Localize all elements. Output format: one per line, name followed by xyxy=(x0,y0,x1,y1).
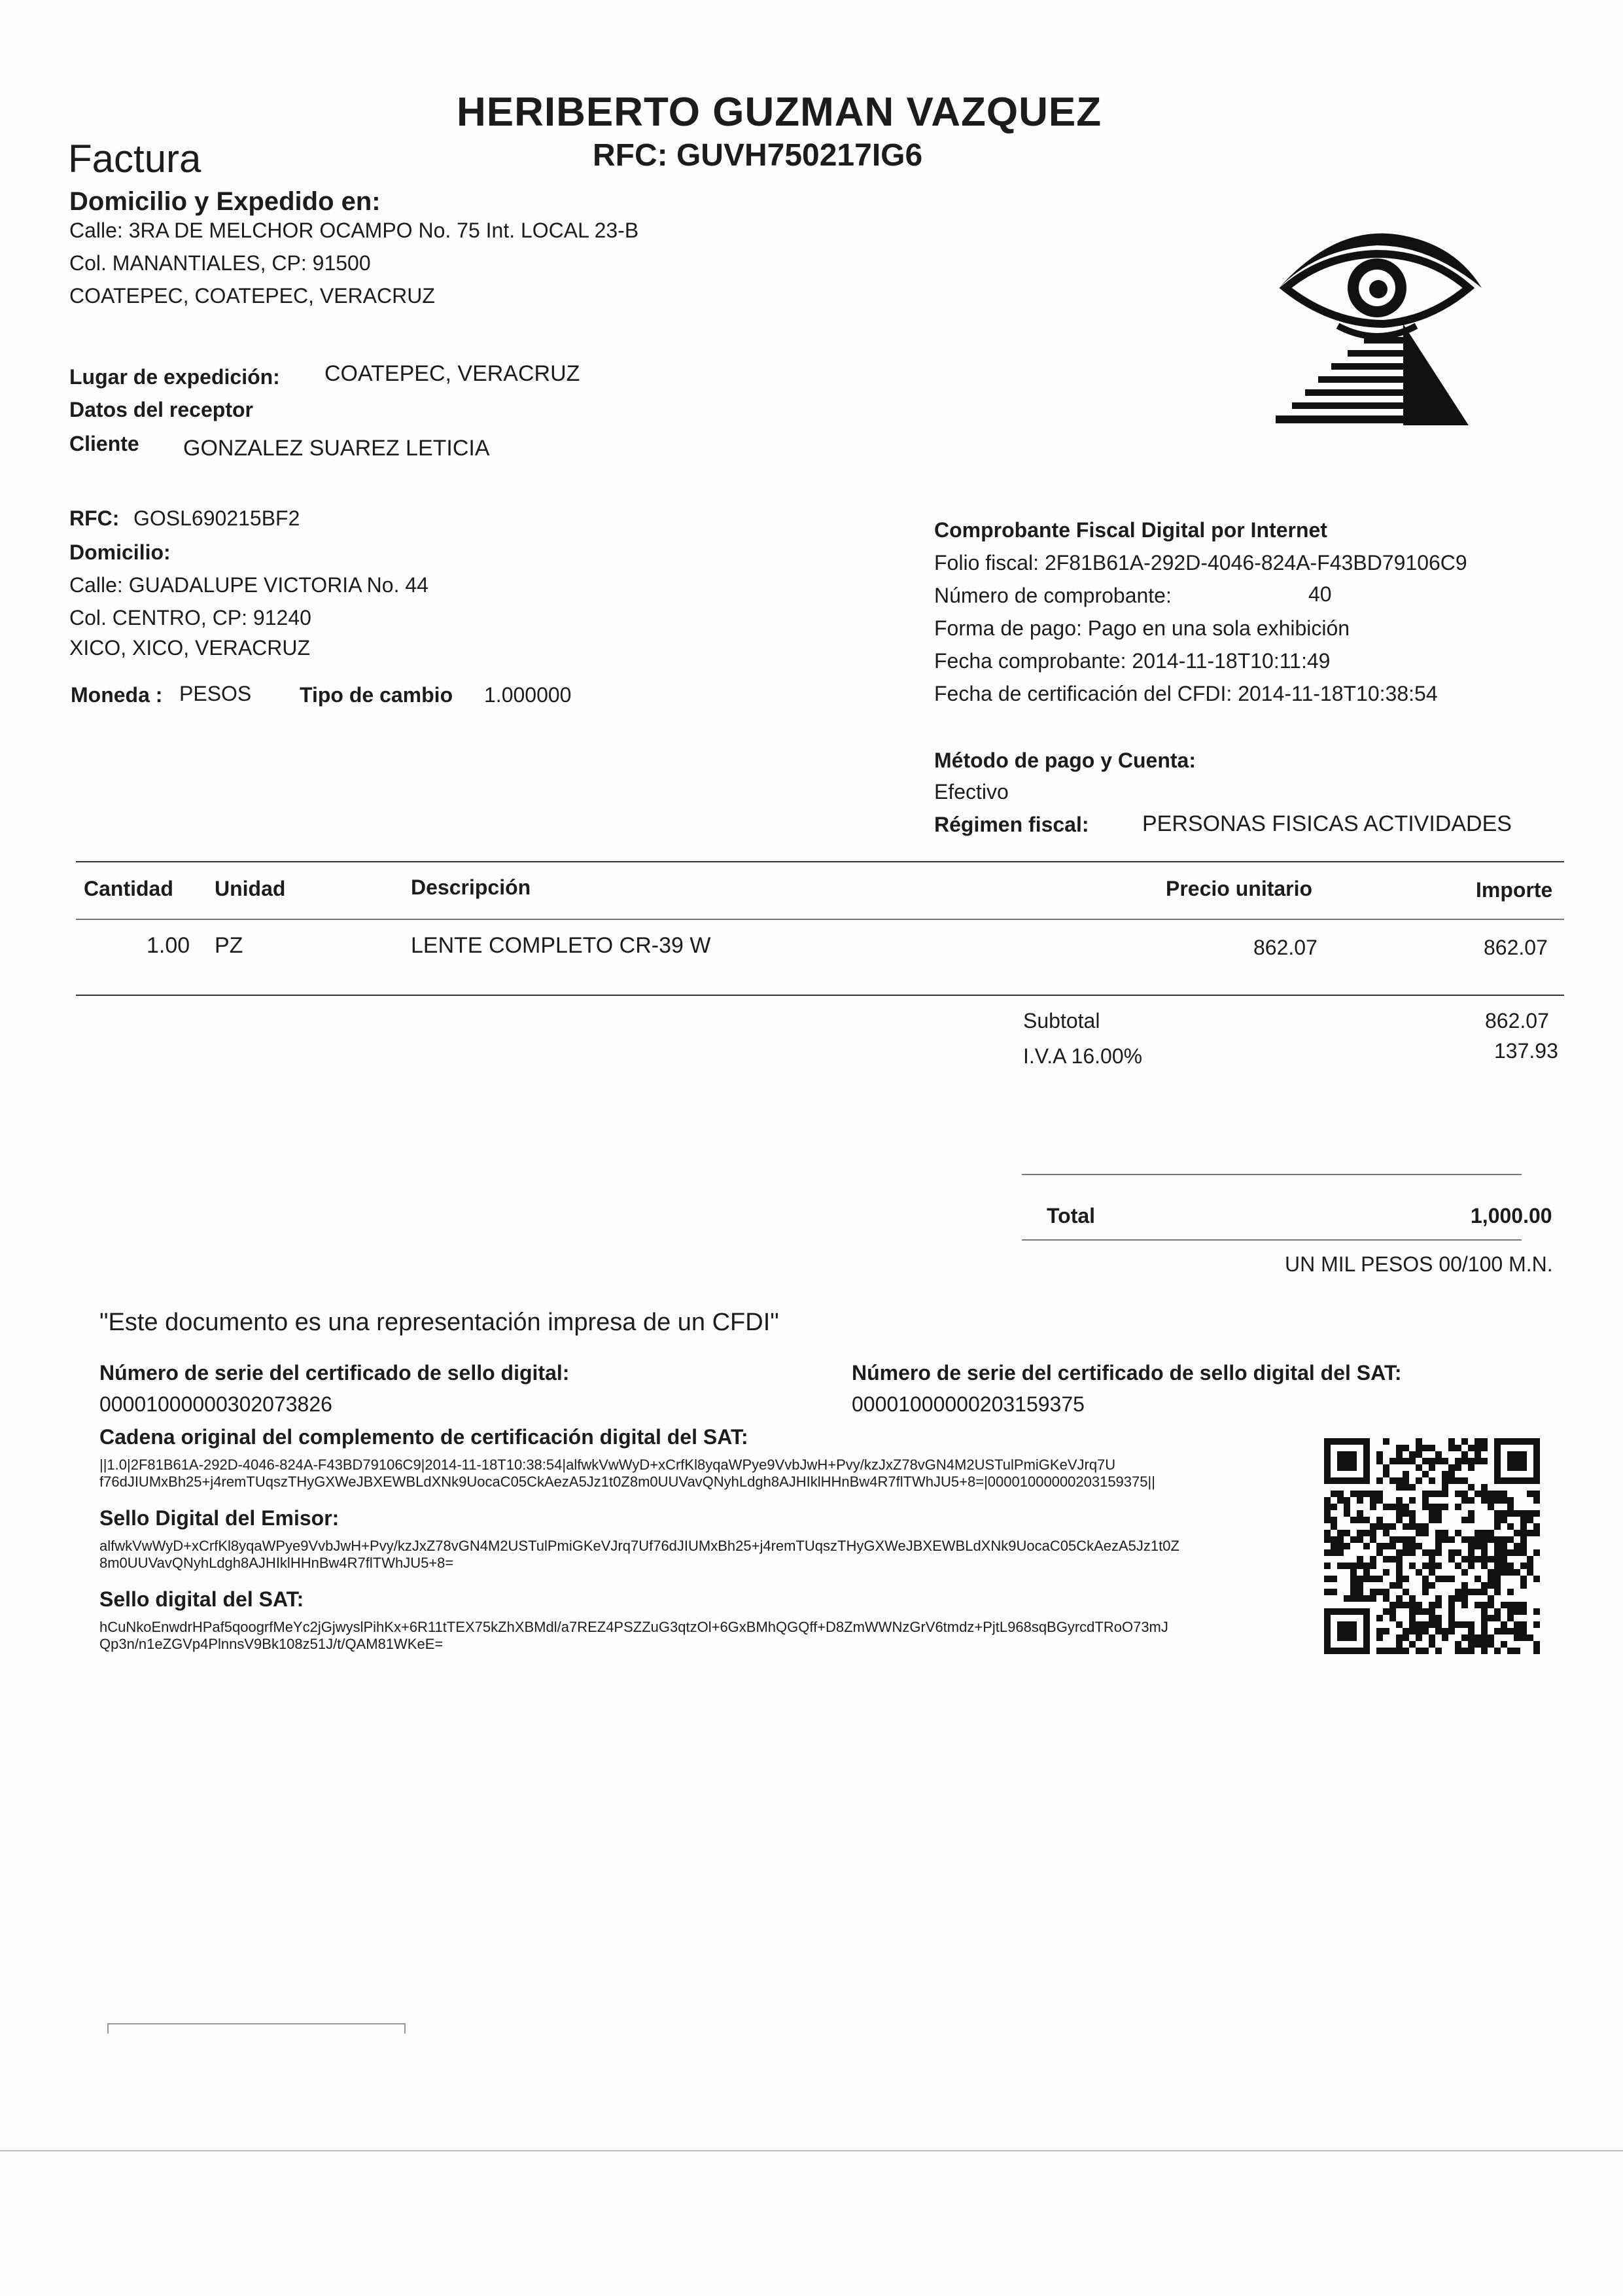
sello-sat-label: Sello digital del SAT: xyxy=(99,1587,304,1611)
moneda-label: Moneda : xyxy=(71,683,163,707)
sello-sat-line2: Qp3n/n1eZGVp4PlnnsV9Bk108z51J/t/QAM81WKeE= xyxy=(99,1636,444,1652)
row-unidad: PZ xyxy=(215,933,243,958)
table-top-rule xyxy=(76,861,1564,862)
cadena-original-line2: f76dJIUMxBh25+j4remTUqszTHyGXWeJBXEWBLdXNk9UocaC05CkAezA5Jz1t0Z8m0UUVavQNyhLdgh8AJHIklHHnBw4R7flTWhJU5+8=|00001000000203159375|| xyxy=(99,1474,1155,1490)
serie-sat-label: Número de serie del certificado de sello digital del SAT: xyxy=(852,1361,1402,1385)
document-type: Factura xyxy=(68,137,201,181)
footer-stamp-box xyxy=(107,2023,406,2034)
representation-note: "Este documento es una representación impresa de un CFDI" xyxy=(99,1309,779,1336)
iva-value: 137.93 xyxy=(1494,1039,1558,1063)
numero-comprobante-value: 40 xyxy=(1308,582,1332,606)
fecha-certificacion: Fecha de certificación del CFDI: 2014-11-18T10:38:54 xyxy=(934,682,1438,705)
datos-receptor-label: Datos del receptor xyxy=(69,398,253,421)
sello-sat-line1: hCuNkoEnwdrHPaf5qoogrfMeYc2jGjwyslPihKx+6R11tTEX75kZhXBMdl/a7REZ4PSZZuG3qtzOl+6GxBMhQGQff+D8ZmWWNzGrV6tmdz+PjtL968sqBGyrcdTRoO73mJ xyxy=(99,1619,1168,1635)
domicilio-heading: Domicilio y Expedido en: xyxy=(69,187,381,216)
issuer-address-line3: COATEPEC, COATEPEC, VERACRUZ xyxy=(69,284,435,308)
row-descripcion: LENTE COMPLETO CR-39 W xyxy=(411,933,711,958)
folio-fiscal: Folio fiscal: 2F81B61A-292D-4046-824A-F43BD79106C9 xyxy=(934,551,1467,574)
regimen-fiscal-label: Régimen fiscal: xyxy=(934,813,1089,836)
metodo-pago-label: Método de pago y Cuenta: xyxy=(934,749,1196,772)
row-precio: 862.07 xyxy=(1253,936,1318,959)
col-header-descripcion: Descripción xyxy=(411,875,531,899)
subtotal-value: 862.07 xyxy=(1485,1009,1549,1033)
col-header-unidad: Unidad xyxy=(215,877,286,900)
serie-emisor-label: Número de serie del certificado de sello digital: xyxy=(99,1361,570,1385)
serie-emisor-value: 00001000000302073826 xyxy=(99,1392,332,1416)
numero-comprobante-label: Número de comprobante: xyxy=(934,584,1172,607)
col-header-importe: Importe xyxy=(1476,878,1553,902)
regimen-fiscal-value: PERSONAS FISICAS ACTIVIDADES xyxy=(1142,811,1512,836)
receptor-rfc-value: GOSL690215BF2 xyxy=(133,506,300,530)
cliente-value: GONZALEZ SUAREZ LETICIA xyxy=(183,436,490,461)
fecha-comprobante: Fecha comprobante: 2014-11-18T10:11:49 xyxy=(934,649,1331,673)
receptor-rfc-label: RFC: xyxy=(69,506,120,530)
receptor-domicilio-label: Domicilio: xyxy=(69,540,171,564)
eye-pyramid-logo-icon xyxy=(1272,216,1482,425)
cadena-original-label: Cadena original del complemento de certificación digital del SAT: xyxy=(99,1425,748,1449)
forma-pago: Forma de pago: Pago en una sola exhibición xyxy=(934,616,1350,640)
lugar-expedicion-value: COATEPEC, VERACRUZ xyxy=(324,361,580,386)
page-bottom-rule xyxy=(0,2150,1623,2151)
row-importe: 862.07 xyxy=(1484,936,1548,959)
total-label: Total xyxy=(1047,1204,1096,1227)
cadena-original-line1: ||1.0|2F81B61A-292D-4046-824A-F43BD79106C9|2014-11-18T10:38:54|alfwkVwWyD+xCrfKl8yqaWPye9VvbJwH+Pvy/kzJxZ78vGN4M2USTulPmiGKeVJrq7U xyxy=(99,1457,1116,1473)
iva-label: I.V.A 16.00% xyxy=(1023,1044,1143,1068)
table-header-rule xyxy=(76,919,1564,920)
receptor-address-line2: Col. CENTRO, CP: 91240 xyxy=(69,606,311,629)
totals-rule xyxy=(1022,1174,1522,1175)
qr-code-icon xyxy=(1324,1438,1540,1654)
lugar-expedicion-label: Lugar de expedición: xyxy=(69,365,280,389)
moneda-value: PESOS xyxy=(179,682,252,705)
table-bottom-rule xyxy=(76,995,1564,996)
metodo-pago-value: Efectivo xyxy=(934,780,1009,804)
total-in-words: UN MIL PESOS 00/100 M.N. xyxy=(1285,1252,1553,1276)
receptor-address-line1: Calle: GUADALUPE VICTORIA No. 44 xyxy=(69,573,428,597)
issuer-address-line1: Calle: 3RA DE MELCHOR OCAMPO No. 75 Int. LOCAL 23-B xyxy=(69,219,639,242)
subtotal-label: Subtotal xyxy=(1023,1009,1100,1033)
total-underline xyxy=(1022,1239,1522,1241)
sello-emisor-line2: 8m0UUVavQNyhLdgh8AJHIklHHnBw4R7flTWhJU5+8= xyxy=(99,1555,454,1571)
sello-emisor-line1: alfwkVwWyD+xCrfKl8yqaWPye9VvbJwH+Pvy/kzJxZ78vGN4M2USTulPmiGKeVJrq7Uf76dJIUMxBh25+j4remTUqszTHyGXWeJBXEWBLdXNk9UocaC05CkAezA5Jz1t0Z xyxy=(99,1538,1179,1554)
issuer-rfc: RFC: GUVH750217IG6 xyxy=(593,138,923,173)
cfdi-heading: Comprobante Fiscal Digital por Internet xyxy=(934,518,1327,542)
tipo-cambio-label: Tipo de cambio xyxy=(300,683,453,707)
col-header-precio: Precio unitario xyxy=(1166,877,1313,900)
total-value: 1,000.00 xyxy=(1471,1204,1552,1227)
issuer-name: HERIBERTO GUZMAN VAZQUEZ xyxy=(457,90,1102,135)
col-header-cantidad: Cantidad xyxy=(84,877,173,900)
cliente-label: Cliente xyxy=(69,432,139,455)
issuer-address-line2: Col. MANANTIALES, CP: 91500 xyxy=(69,251,371,275)
receptor-address-line3: XICO, XICO, VERACRUZ xyxy=(69,636,311,660)
row-cantidad: 1.00 xyxy=(147,933,190,958)
sello-emisor-label: Sello Digital del Emisor: xyxy=(99,1506,340,1530)
serie-sat-value: 00001000000203159375 xyxy=(852,1392,1085,1416)
tipo-cambio-value: 1.000000 xyxy=(484,683,572,707)
